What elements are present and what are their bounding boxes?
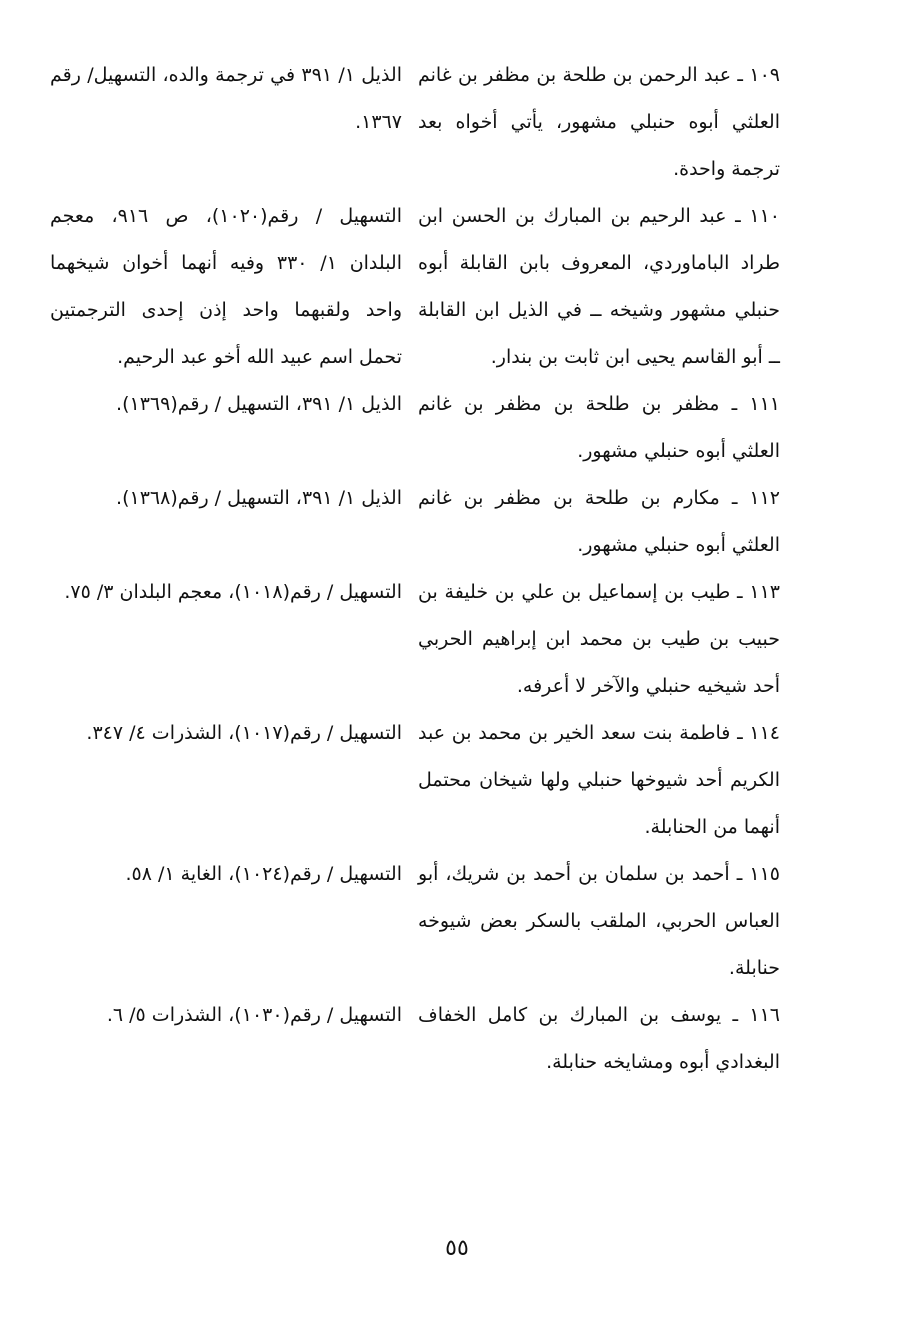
entry-body: يوسف بن المبارك بن كامل الخفاف البغدادي أبوه ومشايخه حنابلة.: [418, 1004, 780, 1073]
entry: [50, 569, 780, 710]
entry-main-text: ١١٢ ـ مكارم بن طلحة بن مظفر بن غانم العلثي أبوه حنبلي مشهور.: [418, 487, 780, 556]
entry-source: الذيل ١/ ٣٩١ في ترجمة والده، التسهيل/ رقم ١٣٦٧.: [50, 64, 402, 133]
entry-body: عبد الرحيم بن المبارك بن الحسن ابن طراد الباماوردي، المعروف بابن القابلة أبوه حنبلي مشهور وشيخه ــ في الذيل ابن القابلة ــ أبو القاسم يحيى ابن ثابت بن بندار.: [418, 205, 780, 368]
entry-source: الذيل ١/ ٣٩١، التسهيل / رقم(١٣٦٨).: [116, 487, 402, 509]
entry-number: ١١٣: [749, 581, 780, 603]
entries-list: [50, 52, 780, 1086]
entry-source: التسهيل / رقم(١٠١٨)، معجم البلدان ٣/ ٧٥.: [64, 581, 402, 603]
entry-main-text: ١١٤ ـ فاطمة بنت سعد الخير بن محمد بن عبد الكريم أحد شيوخها حنبلي ولها شيخان محتمل أنهما من الحنابلة.: [418, 722, 780, 838]
entry-body: مكارم بن طلحة بن مظفر بن غانم العلثي أبوه حنبلي مشهور.: [418, 487, 780, 556]
entry: [50, 381, 780, 475]
entry-main-text: ١١٣ ـ طيب بن إسماعيل بن علي بن خليفة بن حبيب بن طيب بن محمد ابن إبراهيم الحربي أحد شيخيه حنبلي والآخر لا أعرفه.: [418, 581, 780, 697]
entry-body: طيب بن إسماعيل بن علي بن خليفة بن حبيب بن طيب بن محمد ابن إبراهيم الحربي أحد شيخيه حنبلي والآخر لا أعرفه.: [418, 581, 780, 697]
entry-source: التسهيل / رقم(١٠١٧)، الشذرات ٤/ ٣٤٧.: [86, 722, 402, 744]
entry-source: التسهيل / رقم(١٠٢٠)، ص ٩١٦، معجم البلدان ١/ ٣٣٠ وفيه أنهما أخوان شيخهما واحد ولقبهما واحد إذن إحدى الترجمتين تحمل اسم عبيد الله أخو عبد الرحيم.: [50, 205, 402, 368]
entry-number: ١١٦: [749, 1004, 780, 1026]
page-number: ٥٥: [445, 1236, 469, 1261]
entry: [50, 992, 780, 1086]
entry-body: فاطمة بنت سعد الخير بن محمد بن عبد الكريم أحد شيوخها حنبلي ولها شيخان محتمل أنهما من الحنابلة.: [418, 722, 780, 838]
entry-main-text: ١٠٩ ـ عبد الرحمن بن طلحة بن مظفر بن غانم العلثي أبوه حنبلي مشهور، يأتي أخواه بعد ترجمة واحدة.: [418, 64, 780, 180]
entry: [50, 710, 780, 851]
entry-number: ١١٤: [749, 722, 780, 744]
entry-number: ١١٢: [749, 487, 780, 509]
entry-number: ١١٠: [749, 205, 780, 227]
entry: [50, 475, 780, 569]
entry-number: ١١٥: [749, 863, 780, 885]
entry-main-text: ١١١ ـ مظفر بن طلحة بن مظفر بن غانم العلثي أبوه حنبلي مشهور.: [418, 393, 780, 462]
entry-body: مظفر بن طلحة بن مظفر بن غانم العلثي أبوه حنبلي مشهور.: [418, 393, 780, 462]
entry-number: ١١١: [749, 393, 780, 415]
entry-main-text: ١١٥ ـ أحمد بن سلمان بن أحمد بن شريك، أبو العباس الحربي، الملقب بالسكر بعض شيوخه حنابلة.: [418, 863, 780, 979]
entry: [50, 52, 780, 193]
entry-number: ١٠٩: [749, 64, 780, 86]
entry-source: الذيل ١/ ٣٩١، التسهيل / رقم(١٣٦٩).: [116, 393, 402, 415]
entry: [50, 193, 780, 381]
entry: [50, 851, 780, 992]
entry-source: التسهيل / رقم(١٠٣٠)، الشذرات ٥/ ٦.: [106, 1004, 402, 1026]
entry-source: التسهيل / رقم(١٠٢٤)، الغاية ١/ ٥٨.: [125, 863, 402, 885]
entry-body: عبد الرحمن بن طلحة بن مظفر بن غانم العلثي أبوه حنبلي مشهور، يأتي أخواه بعد ترجمة واحدة.: [418, 64, 780, 180]
entry-body: أحمد بن سلمان بن أحمد بن شريك، أبو العباس الحربي، الملقب بالسكر بعض شيوخه حنابلة.: [418, 863, 780, 979]
entry-main-text: ١١٦ ـ يوسف بن المبارك بن كامل الخفاف البغدادي أبوه ومشايخه حنابلة.: [418, 1004, 780, 1073]
entry-main-text: ١١٠ ـ عبد الرحيم بن المبارك بن الحسن ابن طراد الباماوردي، المعروف بابن القابلة أبوه حنبلي مشهور وشيخه ــ في الذيل ابن القابلة ــ أبو القاسم يحيى ابن ثابت بن بندار.: [418, 205, 780, 368]
